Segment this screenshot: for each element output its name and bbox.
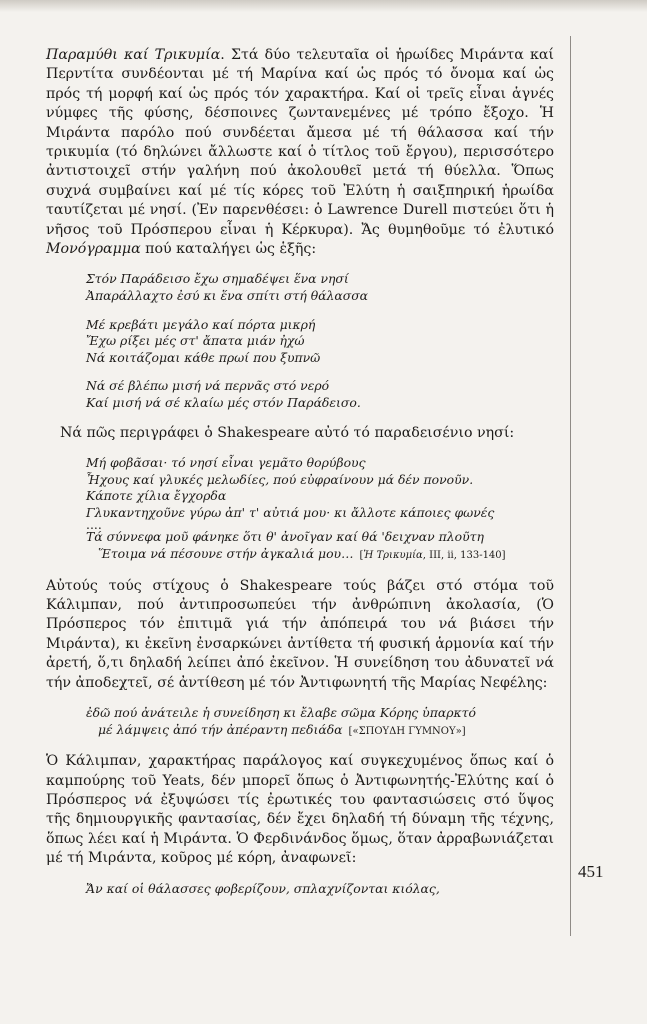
ellipsis-dots: .... <box>86 517 102 533</box>
paragraph-intro-ending: πού καταλήγει ὡς ἑξῆς: <box>140 241 317 258</box>
citation-bracket: [ <box>359 550 364 561</box>
poem-line: Καί μισή νά σέ κλαίω μές στόν Παράδεισο. <box>86 395 361 411</box>
poem-line: Τά σύννεφα μοῦ φάνηκε ὅτι θ' ἀνοῖγαν καί θά 'δειχναν πλοῦτη <box>86 529 484 545</box>
poem-line: Στόν Παράδεισο ἔχω σημαδέψει ἕνα νησί <box>86 271 349 287</box>
poem-stanza <box>86 317 554 367</box>
scan-top-shadow <box>0 0 647 12</box>
work-title-monogramma: Μονόγραμμα <box>46 241 141 258</box>
page-number: 451 <box>578 862 604 881</box>
poem-line: Ἔχω ρίξει μές στ' ἄπατα μιάν ἠχώ <box>86 333 305 349</box>
poem-line-with-citation <box>86 546 554 565</box>
poem-tempest-quote <box>86 455 554 565</box>
poem-line: Γλυκαντηχοῦνε γύρω ἀπ' τ' αὐτιά μου· κι ἄλλοτε κάποιες φωνές <box>86 504 495 520</box>
work-title-italic: Παραμύθι καί Τρικυμία <box>46 47 221 63</box>
citation-title: Ἡ Τρικυμία <box>363 550 423 561</box>
poem-line: Νά κοιτάζομαι κάθε πρωί που ξυπνῶ <box>86 349 321 365</box>
page-body <box>46 46 554 909</box>
poem-line-text: Ἕτοιμα νά πέσουνε στήν ἀγκαλιά μου… <box>98 546 354 561</box>
poem-line: Ἀπαράλλαχτο ἐσύ κι ἕνα σπίτι στή θάλασσα <box>86 288 369 304</box>
poem-maria-nefeli-quote <box>86 705 554 740</box>
citation: [«ΣΠΟΥΔΗ ΓΥΜΝΟΥ»] <box>348 725 466 737</box>
poem-monogramma-quote <box>86 271 554 411</box>
paragraph-ferdinand: Ὁ Κάλιμπαν, χαρακτήρας παράλογος καί συγκεχυμένος ὅπως καί ὁ καμπούρης τοῦ Yeats, δέν μπορεῖ ὅπως ὁ Ἀντιφωνητής-Ἐλύτης καί ὁ Πρόσπερος νά ἐξυψώσει τίς ἐρωτικές του φαντασιώσεις στό ὕψος τῆς δημιουργικῆς φαντασίας, δέν ἔχει δηλαδή τή δύναμη τῆς τέχνης, ὅπως λέει καί ἡ Μιράντα. Ὁ Φερδινάνδος ὅμως, ὅταν ἀρραβωνιάζεται μέ τή Μιράντα, κοῦρος μέ κόρη, ἀναφωνεῖ: <box>46 753 554 867</box>
margin-rule <box>570 36 571 936</box>
poem-line: Νά σέ βλέπω μισή νά περνᾶς στό νερό <box>86 378 330 394</box>
paragraph-intro <box>46 46 554 259</box>
poem-line-with-citation <box>86 722 554 741</box>
paragraph-shakespeare-intro: Νά πῶς περιγράφει ὁ Shakespeare αὐτό τό παραδεισένιο νησί: <box>60 424 515 441</box>
poem-ferdinand-quote <box>86 881 554 898</box>
poem-line: Ἦχους καί γλυκές μελωδίες, πού εὐφραίνουν μά δέν πονοῦν. <box>86 471 474 487</box>
poem-line: ἐδῶ πού ἀνάτειλε ἡ συνείδηση κι ἔλαβε σῶμα Κόρης ὑπαρκτό <box>86 705 476 721</box>
poem-line: Μή φοβᾶσαι· τό νησί εἶναι γεμᾶτο θορύβους <box>86 455 366 471</box>
poem-stanza <box>86 378 554 411</box>
poem-line: Ἄν καί οἱ θάλασσες φοβερίζουν, σπλαχνίζονται κιόλας, <box>86 880 440 896</box>
citation <box>353 550 505 561</box>
poem-line: Κάποτε χίλια ἔγχορδα <box>86 488 227 504</box>
paragraph-intro-text: . Στά δύο τελευταῖα οἱ ἡρωίδες Μιράντα καί Περντίτα συνδέονται μέ τή Μαρίνα καί ὡς πρός τό ὄνομα καί ὡς πρός τή μορφή καί ὡς πρός τόν χαρακτήρα. Καί οἱ τρεῖς εἶναι ἁγνές νύμφες τῆς φύσης, δέσποινες ζωντανεμένες μέ τρόπο ἔξοχο. Ἡ Μιράντα παρόλο πού συνδέεται ἄμεσα μέ τή θάλασσα καί τήν τρικυμία (τό δηλώνει ἄλλωστε καί ὁ τίτλος τοῦ ἔργου), περισσότερο ἀντιστοιχεῖ στήν γαλήνη πού ἀκολουθεῖ μετά τή θύελλα. Ὅπως συχνά συμβαίνει καί μέ τίς κόρες τοῦ Ἐλύτη ἡ σαιξπηρική ἡρωίδα ταυτίζεται μέ νησί. (Ἐν παρενθέσει: ὁ Lawrence Durell πιστεύει ὅτι ἡ νῆσος τοῦ Πρόσπερου εἶναι ἡ Κέρκυρα). Ἄς θυμηθοῦμε τό ἐλυτικό <box>46 47 554 238</box>
paragraph-caliban: Αὐτούς τούς στίχους ὁ Shakespeare τούς βάζει στό στόμα τοῦ Κάλιμπαν, πού ἀντιπροσωπεύει τήν ἀνθρώπινη ἀκολασία, (Ὁ Πρόσπερος τόν ἐπιτιμᾶ γιά τήν ἀπόπειρά του νά βιάσει τήν Μιράντα), κι ἐκεῖνη ἐνσαρκώνει ἀντίθετα τή φυσική ἁρμονία καί τήν ἀρετή, ὅ,τι δηλαδή λείπει ἀπό ἐκεῖνον. Ἡ συνείδηση του ἀδυνατεῖ νά τήν ἀποδεχτεῖ, σέ ἀντίθεση μέ τόν Ἀντιφωνητή τῆς Μαρίας Νεφέλης: <box>46 577 554 691</box>
poem-line: Μέ κρεβάτι μεγάλο καί πόρτα μικρή <box>86 316 316 332</box>
poem-line-text: μέ λάμψεις ἀπό τήν ἀπέραντη πεδιάδα <box>98 721 343 737</box>
citation-reference: , III, ii, 133-140] <box>422 550 506 561</box>
poem-stanza <box>86 271 554 304</box>
